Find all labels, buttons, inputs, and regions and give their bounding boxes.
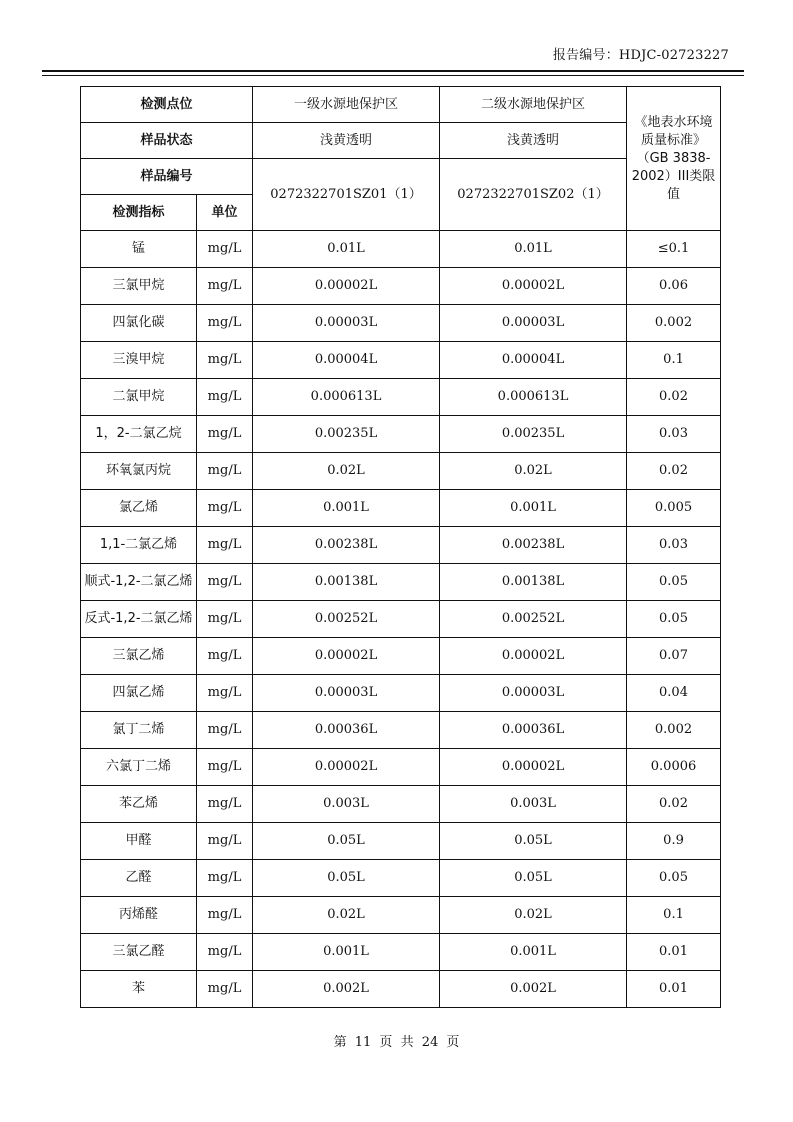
table-row: [81, 379, 721, 416]
page-footer: 第 11 页 共 24 页: [333, 1035, 460, 1050]
unit: mg/L: [197, 453, 253, 490]
point-2: 二级水源地保护区: [440, 87, 627, 123]
indicator-name: 顺式-1,2-二氯乙烯: [81, 564, 197, 601]
indicator-name: 二氯甲烷: [81, 379, 197, 416]
unit: mg/L: [197, 638, 253, 675]
results-table: [80, 86, 721, 1008]
value-point-1: 0.001L: [253, 490, 440, 527]
value-point-1: 0.05L: [253, 823, 440, 860]
state-label: 样品状态: [81, 123, 253, 159]
limit-value: 0.0006: [627, 749, 721, 786]
value-point-1: 0.01L: [253, 231, 440, 268]
limit-value: 0.05: [627, 860, 721, 897]
unit: mg/L: [197, 268, 253, 305]
value-point-1: 0.00002L: [253, 268, 440, 305]
value-point-1: 0.00138L: [253, 564, 440, 601]
table-row: [81, 305, 721, 342]
indicator-name: 三氯甲烷: [81, 268, 197, 305]
indicator-name: 氯丁二烯: [81, 712, 197, 749]
value-point-2: 0.00003L: [440, 305, 627, 342]
limit-value: 0.07: [627, 638, 721, 675]
indicator-name: 苯乙烯: [81, 786, 197, 823]
table-row: [81, 823, 721, 860]
header-rule-thick: [42, 70, 744, 72]
unit: mg/L: [197, 416, 253, 453]
table-row: [81, 231, 721, 268]
value-point-2: 0.002L: [440, 971, 627, 1008]
value-point-1: 0.00036L: [253, 712, 440, 749]
unit: mg/L: [197, 490, 253, 527]
table-row: [81, 490, 721, 527]
table-row: [81, 564, 721, 601]
limit-value: ≤0.1: [627, 231, 721, 268]
value-point-2: 0.00002L: [440, 268, 627, 305]
value-point-1: 0.00002L: [253, 638, 440, 675]
table-row: [81, 749, 721, 786]
limit-value: 0.1: [627, 897, 721, 934]
indicator-name: 六氯丁二烯: [81, 749, 197, 786]
state-1: 浅黄透明: [253, 123, 440, 159]
sample-no-label: 样品编号: [81, 159, 253, 195]
table-row: [81, 860, 721, 897]
value-point-1: 0.002L: [253, 971, 440, 1008]
table-row: [81, 675, 721, 712]
table-row: [81, 786, 721, 823]
indicator-name: 乙醛: [81, 860, 197, 897]
unit: mg/L: [197, 564, 253, 601]
indicator-name: 1,1-二氯乙烯: [81, 527, 197, 564]
value-point-1: 0.00003L: [253, 305, 440, 342]
indicator-name: 氯乙烯: [81, 490, 197, 527]
table-row: [81, 268, 721, 305]
value-point-1: 0.00004L: [253, 342, 440, 379]
table-row: [81, 527, 721, 564]
indicator-label: 检测指标: [81, 195, 197, 231]
indicator-name: 1，2-二氯乙烷: [81, 416, 197, 453]
state-2: 浅黄透明: [440, 123, 627, 159]
unit: mg/L: [197, 897, 253, 934]
value-point-2: 0.00252L: [440, 601, 627, 638]
point-label: 检测点位: [81, 87, 253, 123]
value-point-2: 0.00003L: [440, 675, 627, 712]
unit: mg/L: [197, 823, 253, 860]
limit-value: 0.02: [627, 379, 721, 416]
value-point-1: 0.00003L: [253, 675, 440, 712]
indicator-name: 四氯化碳: [81, 305, 197, 342]
indicator-name: 丙烯醛: [81, 897, 197, 934]
value-point-1: 0.00238L: [253, 527, 440, 564]
value-point-1: 0.00002L: [253, 749, 440, 786]
value-point-2: 0.000613L: [440, 379, 627, 416]
value-point-2: 0.00002L: [440, 749, 627, 786]
limit-value: 0.05: [627, 601, 721, 638]
report-number: 报告编号：HDJC-02723227: [552, 48, 729, 63]
unit: mg/L: [197, 971, 253, 1008]
limit-value: 0.01: [627, 934, 721, 971]
unit: mg/L: [197, 934, 253, 971]
limit-value: 0.005: [627, 490, 721, 527]
table-row: [81, 897, 721, 934]
limit-value: 0.002: [627, 712, 721, 749]
indicator-name: 三氯乙醛: [81, 934, 197, 971]
limit-value: 0.02: [627, 786, 721, 823]
unit-label: 单位: [197, 195, 253, 231]
sample-no-2: 0272322701SZ02（1）: [440, 159, 627, 231]
limit-value: 0.9: [627, 823, 721, 860]
header-rule-thin: [42, 75, 744, 76]
table-row: [81, 342, 721, 379]
value-point-2: 0.05L: [440, 823, 627, 860]
point-1: 一级水源地保护区: [253, 87, 440, 123]
value-point-1: 0.02L: [253, 453, 440, 490]
indicator-name: 苯: [81, 971, 197, 1008]
indicator-name: 环氧氯丙烷: [81, 453, 197, 490]
value-point-2: 0.00036L: [440, 712, 627, 749]
limit-value: 0.02: [627, 453, 721, 490]
unit: mg/L: [197, 527, 253, 564]
table-row: [81, 638, 721, 675]
unit: mg/L: [197, 749, 253, 786]
value-point-1: 0.003L: [253, 786, 440, 823]
unit: mg/L: [197, 601, 253, 638]
limit-value: 0.01: [627, 971, 721, 1008]
table-row: [81, 971, 721, 1008]
indicator-name: 四氯乙烯: [81, 675, 197, 712]
standard-header: 《地表水环境质量标准》（GB 3838-2002）III类限值: [627, 87, 721, 231]
limit-value: 0.05: [627, 564, 721, 601]
sample-no-1: 0272322701SZ01（1）: [253, 159, 440, 231]
table-row: [81, 453, 721, 490]
value-point-2: 0.001L: [440, 490, 627, 527]
indicator-name: 锰: [81, 231, 197, 268]
table-row: [81, 934, 721, 971]
value-point-2: 0.00004L: [440, 342, 627, 379]
value-point-2: 0.001L: [440, 934, 627, 971]
unit: mg/L: [197, 379, 253, 416]
limit-value: 0.04: [627, 675, 721, 712]
value-point-1: 0.00252L: [253, 601, 440, 638]
limit-value: 0.06: [627, 268, 721, 305]
table-row: [81, 416, 721, 453]
value-point-2: 0.00138L: [440, 564, 627, 601]
indicator-name: 反式-1,2-二氯乙烯: [81, 601, 197, 638]
value-point-1: 0.000613L: [253, 379, 440, 416]
unit: mg/L: [197, 305, 253, 342]
value-point-2: 0.01L: [440, 231, 627, 268]
value-point-2: 0.02L: [440, 453, 627, 490]
value-point-2: 0.003L: [440, 786, 627, 823]
limit-value: 0.03: [627, 527, 721, 564]
value-point-1: 0.00235L: [253, 416, 440, 453]
unit: mg/L: [197, 860, 253, 897]
value-point-2: 0.05L: [440, 860, 627, 897]
limit-value: 0.1: [627, 342, 721, 379]
indicator-name: 甲醛: [81, 823, 197, 860]
limit-value: 0.03: [627, 416, 721, 453]
value-point-1: 0.05L: [253, 860, 440, 897]
unit: mg/L: [197, 712, 253, 749]
value-point-2: 0.02L: [440, 897, 627, 934]
value-point-1: 0.02L: [253, 897, 440, 934]
limit-value: 0.002: [627, 305, 721, 342]
indicator-name: 三氯乙烯: [81, 638, 197, 675]
value-point-2: 0.00002L: [440, 638, 627, 675]
value-point-1: 0.001L: [253, 934, 440, 971]
unit: mg/L: [197, 231, 253, 268]
indicator-name: 三溴甲烷: [81, 342, 197, 379]
unit: mg/L: [197, 675, 253, 712]
value-point-2: 0.00238L: [440, 527, 627, 564]
value-point-2: 0.00235L: [440, 416, 627, 453]
table-row: [81, 601, 721, 638]
unit: mg/L: [197, 342, 253, 379]
table-row: [81, 712, 721, 749]
unit: mg/L: [197, 786, 253, 823]
